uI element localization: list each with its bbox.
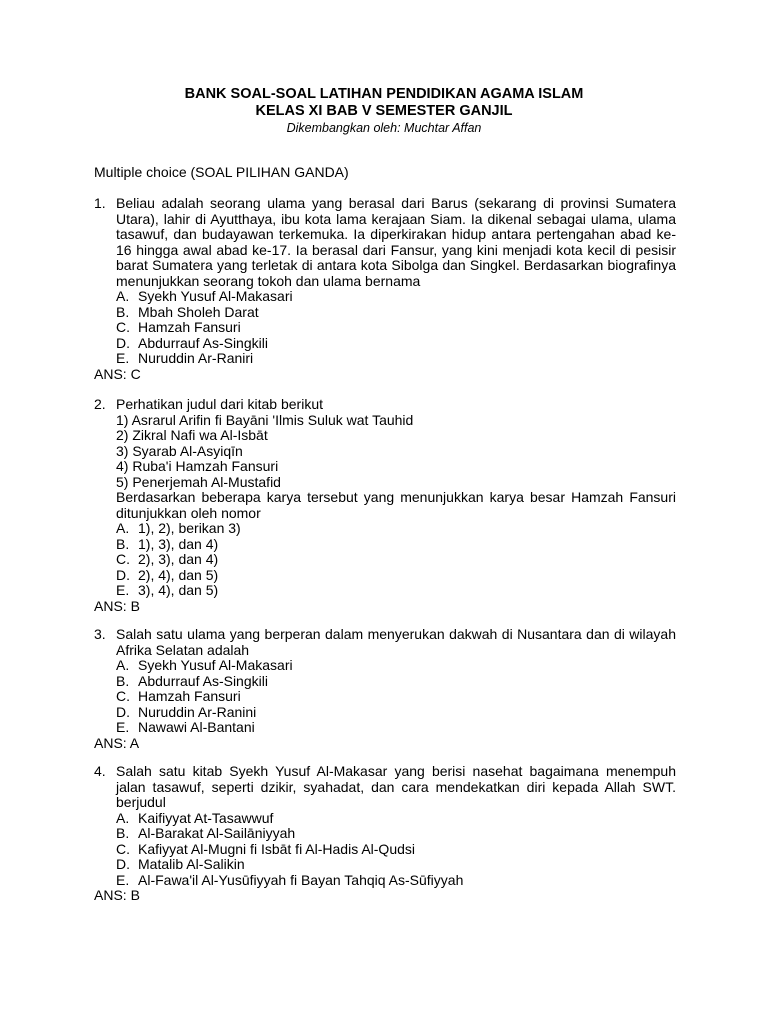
option-letter: D.	[116, 703, 130, 720]
option-c	[94, 689, 676, 705]
option-letter: A.	[116, 520, 130, 536]
option-text: Kaifiyyat At-Tasawwuf	[138, 809, 274, 826]
question-stem	[94, 397, 676, 413]
option-letter: D.	[116, 334, 130, 351]
option-text: Kafiyyat Al-Mugni fi Isbāt fi Al-Hadis Al-Qudsi	[138, 840, 415, 857]
option-d	[94, 705, 676, 721]
option-letter: E.	[116, 719, 130, 735]
option-text: Syekh Yusuf Al-Makasari	[138, 657, 293, 673]
option-b	[94, 674, 676, 690]
option-text: Abdurrauf As-Singkili	[138, 672, 268, 689]
option-letter: A.	[116, 288, 130, 304]
question-stem	[94, 627, 676, 658]
question-number: 3.	[94, 626, 106, 642]
question-text: Salah satu ulama yang berperan dalam menyerukan dakwah di Nusantara dan di wilayah Afrika Selatan adalah	[116, 626, 676, 658]
option-text: Nuruddin Ar-Raniri	[138, 350, 254, 366]
option-text: Matalib Al-Salikin	[138, 856, 245, 872]
answer-key: ANS: A	[94, 734, 140, 751]
option-text: Syekh Yusuf Al-Makasari	[138, 288, 293, 304]
option-text: 3), 4), dan 5)	[138, 582, 219, 598]
option-letter: C.	[116, 840, 130, 857]
list-item: 4) Ruba'i Hamzah Fansuri	[116, 458, 279, 474]
option-text: Al-Barakat Al-Sailāniyyah	[138, 825, 296, 841]
question-followup-text: Berdasarkan beberapa karya tersebut yang menunjukkan karya besar Hamzah Fansuri ditunjukkan oleh nomor	[116, 489, 676, 521]
option-text: 2), 4), dan 5)	[138, 566, 219, 583]
question-4	[94, 764, 676, 904]
option-a	[94, 658, 676, 674]
option-text: Mbah Sholeh Darat	[138, 303, 259, 320]
answer-key: ANS: B	[94, 887, 140, 903]
option-e	[94, 583, 676, 599]
option-text: Abdurrauf As-Singkili	[138, 334, 268, 351]
question-number: 4.	[94, 763, 106, 779]
option-text: Hamzah Fansuri	[138, 688, 241, 704]
option-letter: E.	[116, 350, 130, 366]
option-letter: B.	[116, 535, 130, 552]
option-letter: C.	[116, 319, 130, 335]
option-a	[94, 811, 676, 827]
option-c	[94, 842, 676, 858]
option-letter: C.	[116, 551, 130, 567]
list-item: 3) Syarab Al-Asyiqīn	[116, 442, 243, 459]
option-letter: B.	[116, 672, 130, 689]
option-text: 1), 3), dan 4)	[138, 535, 219, 552]
question-stem	[94, 764, 676, 811]
question-2	[94, 397, 676, 614]
option-letter: B.	[116, 303, 130, 320]
option-c	[94, 552, 676, 568]
question-text: Perhatikan judul dari kitab berikut	[116, 396, 324, 412]
author-line: Dikembangkan oleh: Muchtar Affan	[286, 121, 482, 135]
list-item: 2) Zikral Nafi wa Al-Isbāt	[116, 427, 268, 443]
question-number: 1.	[94, 195, 106, 211]
option-c	[94, 320, 676, 336]
option-text: 2), 3), dan 4)	[138, 551, 219, 567]
option-a	[94, 289, 676, 305]
question-number: 2.	[94, 396, 106, 412]
document-subtitle: KELAS XI BAB V SEMESTER GANJIL	[255, 103, 513, 119]
option-d	[94, 568, 676, 584]
option-text: Al-Fawa'il Al-Yusūfiyyah fi Bayan Tahqiq As-Sūfiyyah	[138, 871, 464, 888]
option-d	[94, 857, 676, 873]
option-text: Hamzah Fansuri	[138, 319, 241, 335]
option-b	[94, 537, 676, 553]
option-e	[94, 351, 676, 367]
option-e	[94, 873, 676, 889]
option-letter: E.	[116, 871, 130, 888]
option-letter: C.	[116, 688, 130, 704]
option-b	[94, 305, 676, 321]
question-3	[94, 627, 676, 751]
document-header	[0, 86, 768, 136]
list-item: 1) Asrarul Arifin fi Bayāni 'Ilmis Suluk wat Tauhid	[116, 411, 414, 428]
option-text: 1), 2), berikan 3)	[138, 520, 241, 536]
answer-key: ANS: B	[94, 597, 140, 614]
option-letter: D.	[116, 566, 130, 583]
answer-key: ANS: C	[94, 365, 141, 382]
list-item: 5) Penerjemah Al-Mustafid	[116, 473, 281, 490]
question-text: Beliau adalah seorang ulama yang berasal dari Barus (sekarang di provinsi Sumatera Utara), lahir di Ayutthaya, ibu kota lama kerajaan Siam. Ia dikenal sebagai ulama, ulama tasawuf, dan budayawan terkemuka. Ia diperkirakan hidup antara pertengahan abad ke-16 hingga awal abad ke-17. Ia berasal dari Fansur, yang kini menjadi kota kecil di pesisir barat Sumatera yang terletak di antara kota Sibolga dan Singkel. Berdasarkan biografinya menunjukkan seorang tokoh dan ulama bernama	[116, 195, 676, 289]
option-e	[94, 720, 676, 736]
option-letter: B.	[116, 825, 130, 841]
option-letter: D.	[116, 856, 130, 872]
option-letter: A.	[116, 657, 130, 673]
option-text: Nuruddin Ar-Ranini	[138, 703, 257, 720]
option-letter: E.	[116, 582, 130, 598]
section-label: Multiple choice (SOAL PILIHAN GANDA)	[94, 164, 349, 180]
option-a	[94, 521, 676, 537]
option-b	[94, 826, 676, 842]
document-title: BANK SOAL-SOAL LATIHAN PENDIDIKAN AGAMA ISLAM	[184, 86, 584, 102]
option-text: Nawawi Al-Bantani	[138, 719, 255, 735]
option-d	[94, 336, 676, 352]
option-letter: A.	[116, 809, 130, 826]
question-1	[94, 196, 676, 382]
question-text: Salah satu kitab Syekh Yusuf Al-Makasar yang berisi nasehat bagaimana menempuh jalan tasawuf, seperti dzikir, syahadat, dan cara mendekatkan diri kepada Allah SWT. berjudul	[116, 763, 676, 810]
question-stem	[94, 196, 676, 289]
